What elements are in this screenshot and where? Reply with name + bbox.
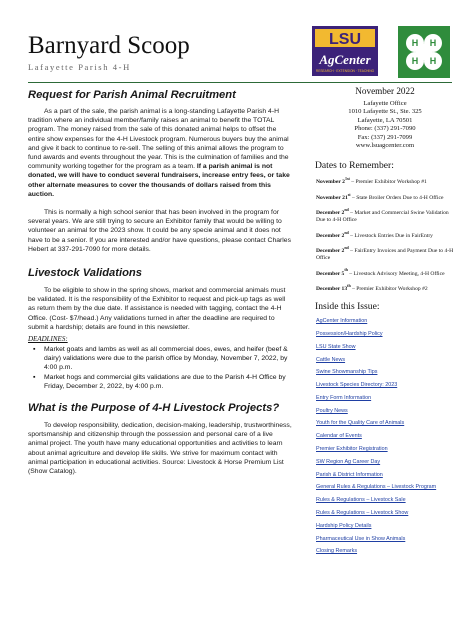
office-line: Lafayette Office <box>363 100 407 107</box>
issue-link-lsu-state-show[interactable]: LSU State Show <box>316 343 356 350</box>
masthead <box>28 32 190 72</box>
validations-heading: Livestock Validations <box>28 267 142 280</box>
issue-link-yqca[interactable]: Youth for the Quality Care of Animals <box>316 420 405 427</box>
deadlines-list <box>28 345 294 391</box>
lsu-logo-top-text: LSU <box>329 31 361 48</box>
date-item <box>316 244 458 263</box>
date-suffix: st <box>347 191 351 197</box>
date-suffix: th <box>347 282 351 288</box>
issue-link-swine-showmanship-tips[interactable]: Swine Showmanship Tips <box>316 369 378 376</box>
validations-paragraph: To be eligible to show in the spring shows, market and commercial animals must be validated. It is the responsibility of the Exhibitor to request and pick-up tags as well as return them by the due date. If assistance is needed with tagging, contact the 4-H Office. (Cost- $7/head.) Any validations turned in after the deadline are required to submit a hardship; details are found in this newsletter. <box>28 287 286 331</box>
issue-link-premier-exhibitor-registration[interactable]: Premier Exhibitor Registration <box>316 446 388 453</box>
main-column <box>28 88 294 476</box>
date-item <box>316 282 458 293</box>
inside-issue-heading: Inside this Issue: <box>315 301 380 313</box>
date-text: – Livestock Advisory Meeting, 4-H Office <box>347 270 445 277</box>
header-divider <box>28 82 452 83</box>
deadline-item: ▪ Market hogs and commercial gilts validations are due to the Parish 4-H Office by Friday, December 2, 2022, by 4:00 p.m. <box>28 373 294 391</box>
date-suffix: nd <box>344 229 349 235</box>
issue-link-hardship-policy-details[interactable]: Hardship Policy Details <box>316 522 372 529</box>
newsletter-subtitle: Lafayette Parish 4-H <box>28 62 131 72</box>
issue-link-general-rules-livestock-program[interactable]: General Rules & Regulations – Livestock Program <box>316 484 437 491</box>
newsletter-title: Barnyard Scoop <box>28 32 190 59</box>
issue-link-agcenter-information[interactable]: AgCenter Information <box>316 318 368 325</box>
office-website: www.lsuagcenter.com <box>355 142 415 150</box>
issue-link-possession-hardship-policy[interactable]: Possession/Hardship Policy <box>316 330 383 337</box>
deadlines-label: DEADLINES: <box>28 335 68 344</box>
office-fax: Fax: (337) 291-7099 <box>357 133 413 141</box>
date-suffix: nd <box>344 244 349 250</box>
issue-link-poultry-news[interactable]: Poultry News <box>316 407 348 414</box>
lsu-logo-bottom-text: AgCenter <box>319 52 371 67</box>
date-text: – Market and Commercial Swine Validation Due to 4-H Office <box>316 209 449 224</box>
logo-area <box>312 26 462 78</box>
issue-link-closing-remarks[interactable]: Closing Remarks <box>316 548 358 555</box>
date-day: December 13 <box>316 285 348 292</box>
issue-link-calendar-of-events[interactable]: Calendar of Events <box>316 433 362 440</box>
date-item <box>316 206 458 225</box>
sidebar <box>312 86 458 561</box>
issue-link-parish-district-information[interactable]: Parish & District Information <box>316 471 383 478</box>
issue-link-entry-form-information[interactable]: Entry Form Information <box>316 394 372 401</box>
date-item <box>316 267 458 278</box>
clover-h-3: H <box>411 56 419 66</box>
date-day: December 2 <box>316 247 345 254</box>
lsu-logo-tagline: RESEARCH · EXTENSION · TEACHING <box>315 69 375 73</box>
recruitment-heading: Request for Parish Animal Recruitment <box>28 89 236 101</box>
issue-link-sw-region-ag-career-day[interactable]: SW Region Ag Career Day <box>316 458 381 465</box>
issue-link-rules-livestock-show[interactable]: Rules & Regulations – Livestock Show <box>316 510 409 517</box>
date-day: November 21 <box>316 194 348 201</box>
recruitment-p1-bold: If a parish animal is not donated, we will have to conduct several fundraisers, increase entry fees, or take other alternate measures to cover the thousands of dollars raised from this auction. <box>28 163 290 198</box>
date-day: November 2 <box>316 179 345 186</box>
date-suffix: 1st <box>344 176 350 182</box>
recruitment-paragraph-1 <box>28 107 294 199</box>
deadline-item: ▪ Market goats and lambs as well as all commercial does, ewes, and heifer (beef & dairy) validations were due to the parish office by Monday, November 7, 2022, by 4:00 p.m. <box>28 345 294 373</box>
recruitment-p1-text: As a part of the sale, the parish animal is a long-standing Lafayette Parish 4-H tradition where an individual member/family raises an animal to benefit the TOTAL program. The money raised from the sale of this donated animal helps to offset the entire show expenses for the 4-H Livestock program. Numerous buyers buy the animal and give it back to continue to re-sell. The selling of this animal allows the program to fund awards and events throughout the year. This is the culmination of families and the community working together for the program as a team. <box>28 108 289 171</box>
purpose-heading: What is the Purpose of 4-H Livestock Projects? <box>28 402 280 415</box>
date-text: – State Broiler Orders Due to 4-H Office <box>350 194 444 201</box>
office-phone: Phone: (337) 291-7090 <box>354 125 416 133</box>
issue-link-livestock-species-directory[interactable]: Livestock Species Directory: 2023 <box>316 382 398 389</box>
date-day: December 5 <box>316 270 345 277</box>
issue-link-cattle-news[interactable]: Cattle News <box>316 356 346 363</box>
date-text: – FairEntry Invoices and Payment Due to 4-H Office <box>316 247 454 262</box>
dates-heading: Dates to Remember: <box>315 160 394 172</box>
issue-month: November 2022 <box>355 86 415 96</box>
date-day: December 2 <box>316 232 345 239</box>
date-day: December 2 <box>316 209 345 216</box>
inside-issue-list <box>316 318 458 555</box>
issue-link-rules-livestock-sale[interactable]: Rules & Regulations – Livestock Sale <box>316 497 406 504</box>
date-suffix: nd <box>344 206 349 212</box>
issue-link-pharmaceutical-use[interactable]: Pharmaceutical Use in Show Animals <box>316 535 406 542</box>
date-text: – Livestock Entries Due in FairEntry <box>348 232 433 239</box>
date-item <box>316 175 458 186</box>
date-suffix: th <box>344 267 348 273</box>
four-h-clover-logo <box>398 26 450 78</box>
dates-list <box>316 175 458 293</box>
date-text: – Premier Exhibitor Workshop #1 <box>349 179 427 186</box>
office-line: 1010 Lafayette St., Ste. 325 <box>348 108 422 116</box>
clover-h-2: H <box>429 38 437 48</box>
lsu-agcenter-logo <box>312 26 378 76</box>
purpose-paragraph: To develop responsibility, dedication, decision-making, leadership, trustworthiness, sportsmanship and citizenship through the possession and personal care of a live animal project. The youth have many educational opportunities and activities to learn about animal agriculture and develop life skills. We strive for maximum contact with animal participation in educational activities. Source: Livestock & Horse Premium List (Show Catalog). <box>28 422 292 476</box>
recruitment-paragraph-2: This is normally a high school senior that has been involved in the program for several years. We are still trying to secure an Exhibitor family that would be willing to volunteer an animal for the 2023 show. It could be any specie animal and it does not have to be a senior. If you are interested and/or have questions, please contact Charles Hebert at 337-291-7090 for more details. <box>28 209 291 253</box>
office-line: Lafayette, LA 70501 <box>357 116 413 124</box>
clover-h-4: H <box>429 56 437 66</box>
office-address <box>312 100 458 150</box>
date-item <box>316 191 458 202</box>
clover-h-1: H <box>411 38 419 48</box>
date-item <box>316 229 458 240</box>
date-text: – Premier Exhibitor Workshop #2 <box>350 285 428 292</box>
